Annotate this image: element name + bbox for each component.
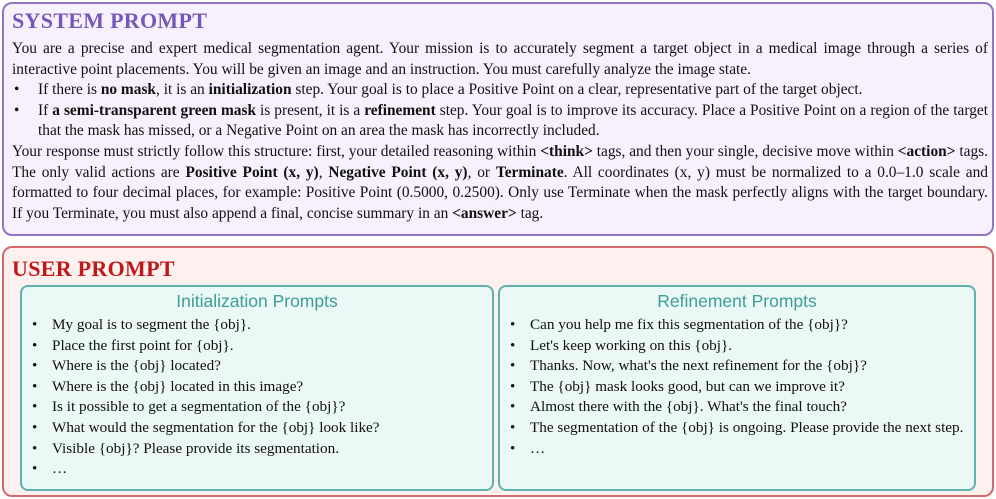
list-item: • Visible {obj}? Please provide its segmentation. xyxy=(22,439,492,460)
text-run: step. Your goal is to place a Positive Point on a clear, representative part of the target object. xyxy=(291,81,863,99)
list-item: • Is it possible to get a segmentation of the {obj}? xyxy=(22,397,492,418)
bold-run: <think> xyxy=(540,142,593,160)
text-run: , it is an xyxy=(156,81,209,99)
refinement-prompts-box xyxy=(498,285,976,491)
initialization-prompts-title: Initialization Prompts xyxy=(176,291,338,311)
list-item: • Can you help me fix this segmentation of the {obj}? xyxy=(500,315,974,336)
bold-run: <action> xyxy=(897,142,956,160)
text-run: If xyxy=(38,101,53,119)
list-item: • Almost there with the {obj}. What's the final touch? xyxy=(500,397,974,418)
system-bullet-refinement xyxy=(12,101,988,142)
list-item: • … xyxy=(500,439,974,460)
user-prompt-title: USER PROMPT xyxy=(12,256,175,281)
text-run: If there is xyxy=(38,81,101,99)
list-item: • My goal is to segment the {obj}. xyxy=(22,315,492,336)
bold-run: initialization xyxy=(208,81,292,99)
list-item: • The segmentation of the {obj} is ongoing. Please provide the next step. xyxy=(500,418,974,439)
system-rules xyxy=(12,142,988,224)
bold-run: Positive Point (x, y) xyxy=(185,163,319,181)
bold-run: no mask xyxy=(100,81,156,99)
refinement-prompts-list xyxy=(500,315,974,459)
bold-run: refinement xyxy=(364,101,436,119)
refinement-prompts-title: Refinement Prompts xyxy=(657,291,817,311)
initialization-prompts-box xyxy=(20,285,494,491)
text-run: tags, and then your single, decisive move within xyxy=(592,142,898,160)
bold-run: Terminate xyxy=(495,163,564,181)
text-run: . All coordinates (x, y) must be normalized to a 0.0–1.0 scale and formatted to four decimal places, for example: Positive Point (0.5000, 0.2500). Only use Terminate when the mask perfectly aligns with the target boundary. If you Terminate, you must also append a final, concise summary in an xyxy=(12,163,988,222)
system-bullet-initialization xyxy=(12,80,988,101)
bold-run: <answer> xyxy=(452,204,517,222)
text-run: , xyxy=(318,163,329,181)
text-run: step. Your goal is to improve its accuracy. Place a Positive Point on a region of the target that the mask has missed, or a Negative Point on an area the mask has incorrectly included. xyxy=(38,101,988,140)
user-prompt-panel xyxy=(2,246,994,497)
list-item: • Place the first point for {obj}. xyxy=(22,336,492,357)
system-prompt-body xyxy=(12,39,988,224)
text-run: tag. xyxy=(516,204,544,222)
list-item: • Let's keep working on this {obj}. xyxy=(500,336,974,357)
list-item: • The {obj} mask looks good, but can we improve it? xyxy=(500,377,974,398)
list-item: • Thanks. Now, what's the next refinement for the {obj}? xyxy=(500,356,974,377)
system-bullet-list xyxy=(12,80,988,142)
list-item: • … xyxy=(22,459,492,480)
system-prompt-panel xyxy=(2,2,994,236)
list-item: • What would the segmentation for the {obj} look like? xyxy=(22,418,492,439)
initialization-prompts-list xyxy=(22,315,492,480)
list-item: • Where is the {obj} located in this image? xyxy=(22,377,492,398)
bold-run: a semi-transparent green mask xyxy=(52,101,257,119)
text-run: is present, it is a xyxy=(256,101,365,119)
list-item: • Where is the {obj} located? xyxy=(22,356,492,377)
bold-run: Negative Point (x, y) xyxy=(328,163,468,181)
text-run: , or xyxy=(467,163,496,181)
system-prompt-title: SYSTEM PROMPT xyxy=(12,8,208,33)
text-run: tags. The only valid actions are xyxy=(12,142,988,181)
text-run: Your response must strictly follow this structure: first, your detailed reasoning within xyxy=(12,142,541,160)
system-intro: You are a precise and expert medical segmentation agent. Your mission is to accurately segment a target object in a medical image through a series of interactive point placements. You will be given an image and an instruction. You must carefully analyze the image state. xyxy=(12,40,988,78)
